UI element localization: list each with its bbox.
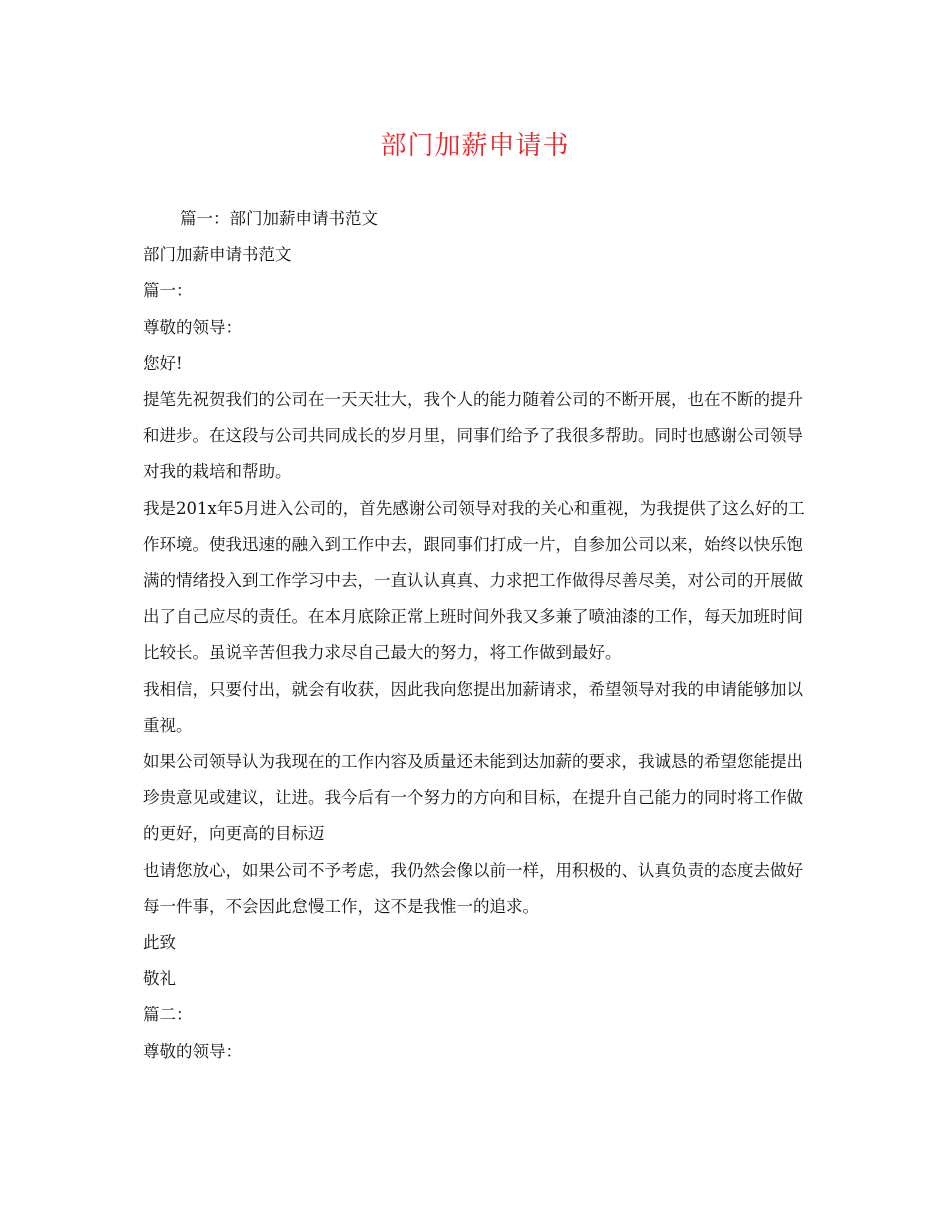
closing-cizhi: 此致 [143,933,176,953]
body-paragraph: 我相信，只要付出，就会有收获，因此我向您提出加薪请求，希望领导对我的申请能够加以重视。 [143,679,803,735]
body-paragraph: 也请您放心，如果公司不予考虑，我仍然会像以前一样，用积极的、认真负责的态度去做好每一件事，不会因此怠慢工作，这不是我惟一的追求。 [143,860,803,916]
body-paragraph: 提笔先祝贺我们的公司在一天天壮大，我个人的能力随着公司的不断开展，也在不断的提升和进步。在这段与公司共同成长的岁月里，同事们给予了我很多帮助。同时也感谢公司领导对我的栽培和帮助。 [143,390,803,482]
greeting: 您好! [143,353,183,373]
document-body [143,201,811,1070]
document-title: 部门加薪申请书 [380,131,570,161]
closing-jingli: 敬礼 [143,969,176,989]
salutation: 尊敬的领导： [143,317,242,337]
body-paragraph: 我是201x年5月进入公司的，首先感谢公司领导对我的关心和重视，为我提供了这么好的工作环境。使我迅速的融入到工作中去，跟同事们打成一片，自参加公司以来，始终以快乐饱满的情绪投入到工作学习中去，一直认认真真、力求把工作做得尽善尽美，对公司的开展做出了自己应尽的责任。在本月底除正常上班时间外我又多兼了喷油漆的工作，每天加班时间比较长。虽说辛苦但我力求尽自己最大的努力，将工作做到最好。 [143,498,805,663]
part-label-2: 篇二： [143,1005,193,1025]
body-paragraph: 如果公司领导认为我现在的工作内容及质量还未能到达加薪的要求，我诚恳的希望您能提出珍贵意见或建议，让进。我今后有一个努力的方向和目标，在提升自己能力的同时将工作做的更好，向更高的目标迈 [143,752,803,844]
subtitle: 部门加薪申请书范文 [143,245,292,265]
salutation-2: 尊敬的领导： [143,1041,242,1061]
part-label-1: 篇一： [143,281,193,301]
section-heading-1: 篇一：部门加薪申请书范文 [180,209,378,228]
